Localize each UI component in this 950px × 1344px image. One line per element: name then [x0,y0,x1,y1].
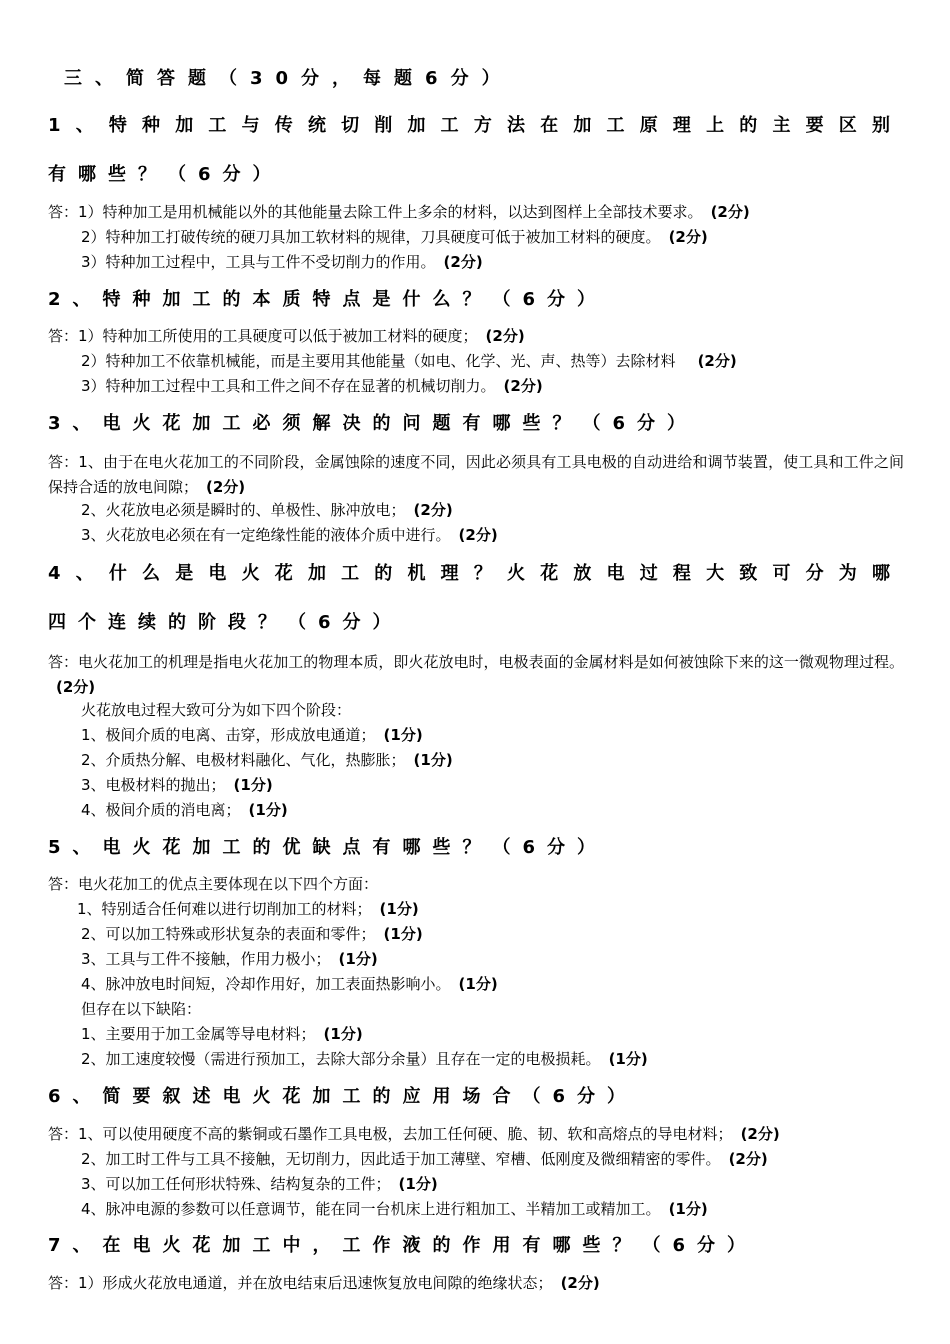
answer-6-item-1: 答：1、可以使用硬度不高的紫铜或石墨作工具电极，去加工任何硬、脆、韧、软和高熔点的导电材料； (2分) [48,1125,780,1143]
answer-6-item-2: 2、加工时工件与工具不接触，无切削力，因此适于加工薄壁、窄槽、低刚度及微细精密的零件。 (2分) [81,1150,768,1168]
score: (1分) [398,1175,438,1193]
score: (1分) [668,1200,708,1218]
question-4-line-1: 4、什么是电火花加工的机理？火花放电过程大致可分为哪 [48,563,890,584]
score: (2分) [458,526,498,544]
answer-6-item-3: 3、可以加工任何形状特殊、结构复杂的工件； (1分) [81,1175,438,1193]
score: (1分) [458,975,498,993]
score: (2分) [668,228,708,246]
question-2: 2、特种加工的本质特点是什么？（6分） [48,289,608,310]
answer-5-advantage-2: 2、可以加工特殊或形状复杂的表面和零件； (1分) [81,925,423,943]
answer-1-item-1: 答：1）特种加工是用机械能以外的其他能量去除工件上多余的材料，以达到图样上全部技术要求。 (2分) [48,203,750,221]
score: (2分) [710,203,750,221]
score: (2分) [560,1274,600,1292]
score: (1分) [248,801,288,819]
score: (1分) [379,900,419,918]
question-4-line-2: 四个连续的阶段？（6分） [48,612,403,633]
score: (2分) [740,1125,780,1143]
question-6: 6、简要叙述电火花加工的应用场合（6分） [48,1086,638,1107]
answer-4-intro: 答：电火花加工的机理是指电火花加工的物理本质，即火花放电时，电极表面的金属材料是如何被蚀除下来的这一微观物理过程。(2分) [48,653,904,696]
answer-3-item-3: 3、火花放电必须在有一定绝缘性能的液体介质中进行。 (2分) [81,526,498,544]
score: (1分) [233,776,273,794]
answer-2-item-3: 3）特种加工过程中工具和工件之间不存在显著的机械切削力。 (2分) [81,377,543,395]
answer-3-item-2: 2、火花放电必须是瞬时的、单极性、脉冲放电； (2分) [81,501,453,519]
question-1-line-1: 1、特种加工与传统切削加工方法在加工原理上的主要区别 [48,115,890,136]
score: (1分) [383,925,423,943]
score: (2分) [413,501,453,519]
answer-4-stage-3: 3、电极材料的抛出； (1分) [81,776,273,794]
answer-1-item-3: 3）特种加工过程中，工具与工件不受切削力的作用。 (2分) [81,253,483,271]
score: (2分) [56,677,96,696]
answer-4-stages-heading: 火花放电过程大致可分为如下四个阶段： [81,701,352,719]
answer-2-item-2: 2）特种加工不依靠机械能，而是主要用其他能量（如电、化学、光、声、热等）去除材料 (2分) [81,352,737,370]
answer-5-advantage-3: 3、工具与工件不接触，作用力极小； (1分) [81,950,378,968]
answer-3-item-1: 答：1、由于在电火花加工的不同阶段，金属蚀除的速度不同，因此必须具有工具电极的自动进给和调节装置，使工具和工件之间保持合适的放电间隙； (2分) [48,453,904,496]
answer-7-item-1: 答：1）形成火花放电通道，并在放电结束后迅速恢复放电间隙的绝缘状态； (2分) [48,1274,600,1292]
answer-4-stage-2: 2、介质热分解、电极材料融化、气化，热膨胀； (1分) [81,751,453,769]
answer-5-advantage-1: 1、特别适合任何难以进行切削加工的材料； (1分) [77,900,419,918]
answer-6-item-4: 4、脉冲电源的参数可以任意调节，能在同一台机床上进行粗加工、半精加工或精加工。 (1分) [81,1200,708,1218]
score: (1分) [608,1050,648,1068]
answer-2-item-1: 答：1）特种加工所使用的工具硬度可以低于被加工材料的硬度； (2分) [48,327,525,345]
score: (2分) [485,327,525,345]
answer-5-disadvantage-2: 2、加工速度较慢（需进行预加工，去除大部分余量）且存在一定的电极损耗。 (1分) [81,1050,648,1068]
score: (1分) [383,726,423,744]
answer-4-stage-4: 4、极间介质的消电离； (1分) [81,801,288,819]
question-7: 7、在电火花加工中，工作液的作用有哪些？（6分） [48,1235,758,1256]
answer-5-advantage-4: 4、脉冲放电时间短，冷却作用好，加工表面热影响小。 (1分) [81,975,498,993]
question-3: 3、电火花加工必须解决的问题有哪些？（6分） [48,413,698,434]
answer-5-disadvantage-1: 1、主要用于加工金属等导电材料； (1分) [81,1025,363,1043]
score: (2分) [728,1150,768,1168]
score: (1分) [413,751,453,769]
answer-5-disadvantages-heading: 但存在以下缺陷： [81,1000,202,1018]
score: (2分) [697,352,737,370]
score: (1分) [323,1025,363,1043]
score: (2分) [503,377,543,395]
question-5: 5、电火花加工的优缺点有哪些？（6分） [48,837,608,858]
answer-1-item-2: 2）特种加工打破传统的硬刀具加工软材料的规律，刀具硬度可低于被加工材料的硬度。 (2分) [81,228,708,246]
question-1-line-2: 有哪些？（6分） [48,164,283,185]
score: (2分) [443,253,483,271]
answer-4-stage-1: 1、极间介质的电离、击穿，形成放电通道； (1分) [81,726,423,744]
answer-5-advantages-heading: 答：电火花加工的优点主要体现在以下四个方面： [48,875,379,893]
score: (1分) [338,950,378,968]
section-title: 三、简答题（30分，每题6分） [64,68,513,89]
score: (2分) [206,477,246,496]
